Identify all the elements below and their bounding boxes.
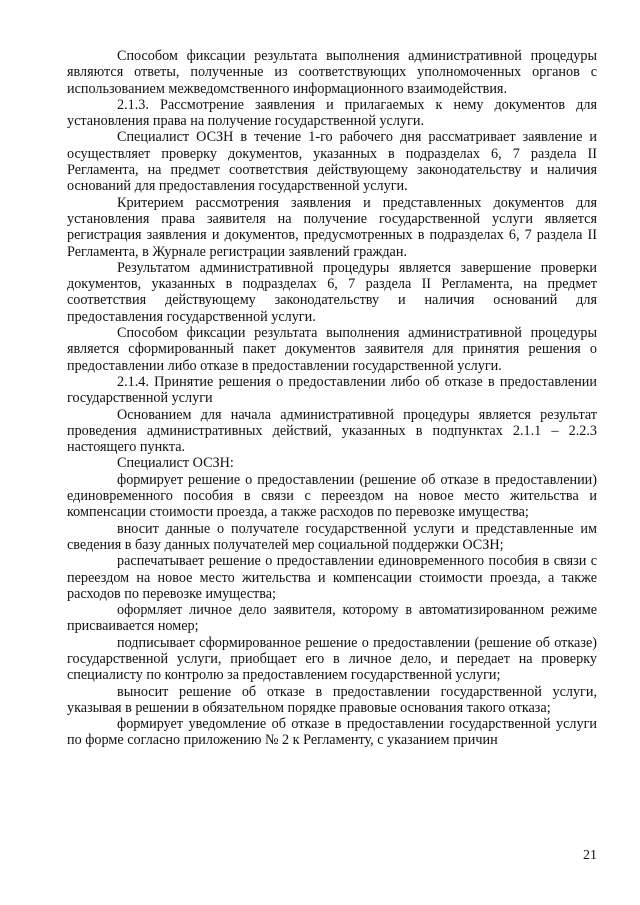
paragraph-procedure-basis: Основанием для начала административной процедуры является результат проведения административных действий, указанных в подпунктах 2.1.1 – 2.2.3 настоящего пункта. [67,406,597,456]
paragraph-review-criterion: Критерием рассмотрения заявления и представленных документов для установления права заявителя на получение государственной услуги является регистрация заявления и документов, предусмотренных в подразделах 6, 7 раздела II Регламента, в Журнале регистрации заявлений граждан. [67,194,597,260]
list-item-personal-file: оформляет личное дело заявителя, которому в автоматизированном режиме присваивается номер; [67,602,597,635]
section-heading-2-1-3: 2.1.3. Рассмотрение заявления и прилагаемых к нему документов для установления права на получение государственной услуги. [67,96,597,130]
section-heading-2-1-4: 2.1.4. Принятие решения о предоставлении либо об отказе в предоставлении государственной услуги [67,373,597,407]
list-item-enters-data: вносит данные о получателе государственной услуги и представленные им сведения в базу данных получателей мер социальной поддержки ОСЗН; [67,520,597,553]
document-body [67,48,597,749]
paragraph-specialist-label: Специалист ОСЗН: [117,455,234,472]
list-item-refusal-decision: выносит решение об отказе в предоставлении государственной услуги, указывая в решении в обязательном порядке правовые основания такого отказа; [67,683,597,716]
paragraph-procedure-result: Результатом административной процедуры является завершение проверки документов, указанных в подразделах 6, 7 раздела II Регламента, на предмет соответствия действующему законодательству и наличия оснований для предоставления государственной услуги. [67,259,597,325]
list-item-signs-decision: подписывает сформированное решение о предоставлении (решение об отказе) государственной услуги, приобщает его в личное дело, и передает на проверку специалисту по контролю за предоставлением государственной услуги; [67,634,597,684]
paragraph-fixation-result-responses: Способом фиксации результата выполнения административной процедуры являются ответы, полученные из соответствующих уполномоченных органов с использованием межведомственного информационного взаимодействия. [67,48,597,97]
paragraph-fixation-result-package: Способом фиксации результата выполнения административной процедуры является сформированный пакет документов заявителя для принятия решения о предоставлении либо отказе в предоставлении государственной услуги. [67,325,597,374]
list-item-refusal-notice: формирует уведомление об отказе в предоставлении государственной услуги по форме согласно приложению № 2 к Регламенту, с указанием причин [67,716,597,749]
paragraph-specialist-review: Специалист ОСЗН в течение 1-го рабочего дня рассматривает заявление и осуществляет проверку документов, указанных в подразделах 6, 7 раздела II Регламента, на предмет соответствия действующему законодательству и наличия оснований для предоставления государственной услуги. [67,129,597,195]
page-number: 21 [583,848,597,863]
list-item-forms-decision: формирует решение о предоставлении (решение об отказе в предоставлении) единовременного пособия в связи с переездом на новое место жительства и компенсации стоимости проезда, а также расходов по перевозке имущества; [67,471,597,521]
list-item-prints-decision: распечатывает решение о предоставлении единовременного пособия в связи с переездом на новое место жительства и компенсации стоимости проезда, а также расходов по перевозке имущества; [67,553,597,602]
